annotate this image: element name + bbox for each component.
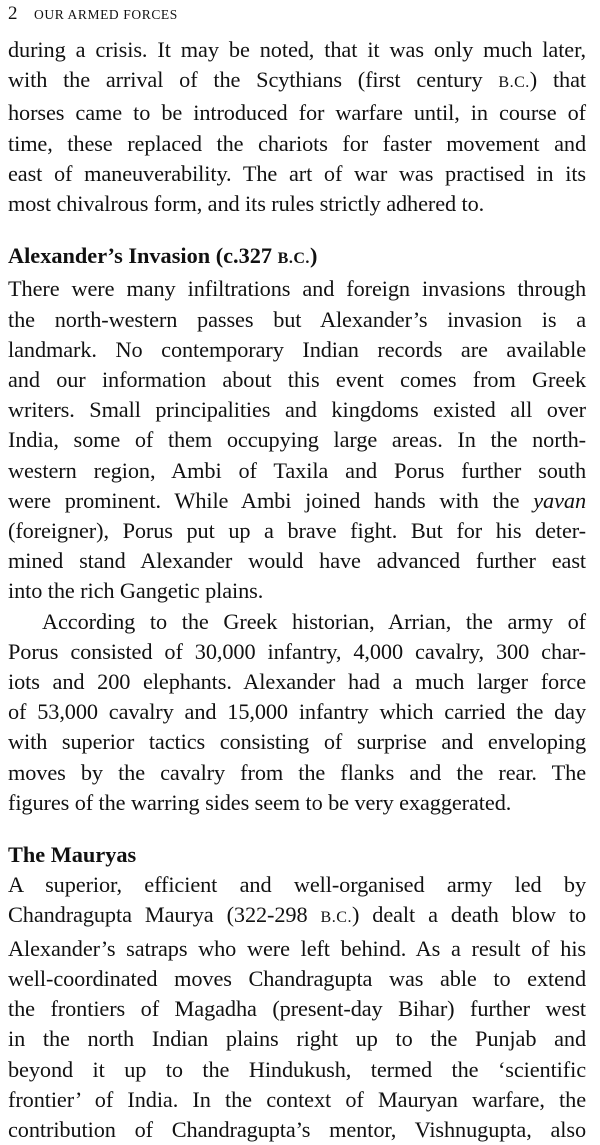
text-line: in the north Indian plains right up to the Punjab and [8, 1026, 586, 1052]
text-line: time, these replaced the chariots for faster movement and [8, 130, 586, 156]
running-title: OUR ARMED FORCES [34, 7, 178, 22]
text-line: beyond it up to the Hindukush, termed the ‘scientific [8, 1056, 586, 1082]
section-heading-mauryas: The Mauryas [8, 842, 137, 868]
text-line: horses came to be introduced for warfare until, in course of [8, 100, 586, 126]
text-line: well-coordinated moves Chandragupta was able to extend [8, 965, 586, 991]
running-header [8, 4, 586, 25]
text-line: writers. Small principalities and kingdoms existed all over [8, 397, 586, 423]
text-run: were prominent. While Ambi joined hands with the [8, 487, 534, 513]
text-line: (foreigner), Porus put up a brave fight. But for his deter- [8, 518, 586, 544]
text-line: the frontiers of Magadha (present-day Bihar) further west [8, 996, 586, 1022]
text-line: There were many infiltrations and foreign invasions through [8, 276, 586, 302]
text-line: landmark. No contemporary Indian records are available [8, 336, 586, 362]
text-line: Porus consisted of 30,000 infantry, 4,000 cavalry, 300 char- [8, 638, 586, 664]
text-line: Chandragupta Maurya (322-298 B.C.) dealt a death blow to [8, 902, 586, 928]
text-line: A superior, efficient and well-organised army led by [8, 872, 586, 898]
section-spacer [8, 219, 586, 241]
text-line: figures of the warring sides seem to be very exaggerated. [8, 789, 512, 815]
section-spacer [8, 818, 586, 840]
text-line: into the rich Gangetic plains. [8, 578, 264, 604]
text-line: during a crisis. It may be noted, that it was only much later, [8, 37, 586, 62]
paragraph-chariots [8, 35, 586, 219]
text-line: with the arrival of the Scythians (first century B.C.) that [8, 67, 586, 93]
page-number: 2 [8, 3, 18, 24]
text-line: According to the Greek historian, Arrian, the army of [42, 608, 586, 634]
text-line: Alexander’s satraps who were left behind. As a result of his [8, 935, 586, 961]
text-line: India, some of them occupying large areas. In the north- [8, 427, 586, 453]
text-line [8, 486, 586, 516]
text-line: and our information about this event comes from Greek [8, 367, 586, 393]
text-line: iots and 200 elephants. Alexander had a much larger force [8, 669, 586, 695]
text-line: mined stand Alexander would have advanced further east [8, 548, 586, 574]
paragraph-arrian-account [8, 607, 586, 818]
section-heading-alexander: Alexander’s Invasion (c.327 B.C.) [8, 243, 318, 269]
paragraph-alexander-invasion [8, 274, 586, 606]
paragraph-mauryas [8, 870, 586, 1145]
text-line: with superior tactics consisting of surprise and enveloping [8, 729, 586, 755]
text-line: moves by the cavalry from the flanks and the rear. The [8, 759, 586, 785]
text-line: contribution of Chandragupta’s mentor, Vishnugupta, also [8, 1116, 586, 1142]
text-line: east of maneuverability. The art of war was practised in its [8, 160, 586, 186]
text-line: of 53,000 cavalry and 15,000 infantry which carried the day [8, 699, 586, 725]
text-line: most chivalrous form, and its rules strictly adhered to. [8, 191, 485, 217]
text-line: frontier’ of India. In the context of Mauryan warfare, the [8, 1086, 586, 1112]
text-line: the north-western passes but Alexander’s invasion is a [8, 306, 586, 332]
italic-term: yavan [533, 487, 586, 513]
text-line: western region, Ambi of Taxila and Porus further south [8, 457, 586, 483]
